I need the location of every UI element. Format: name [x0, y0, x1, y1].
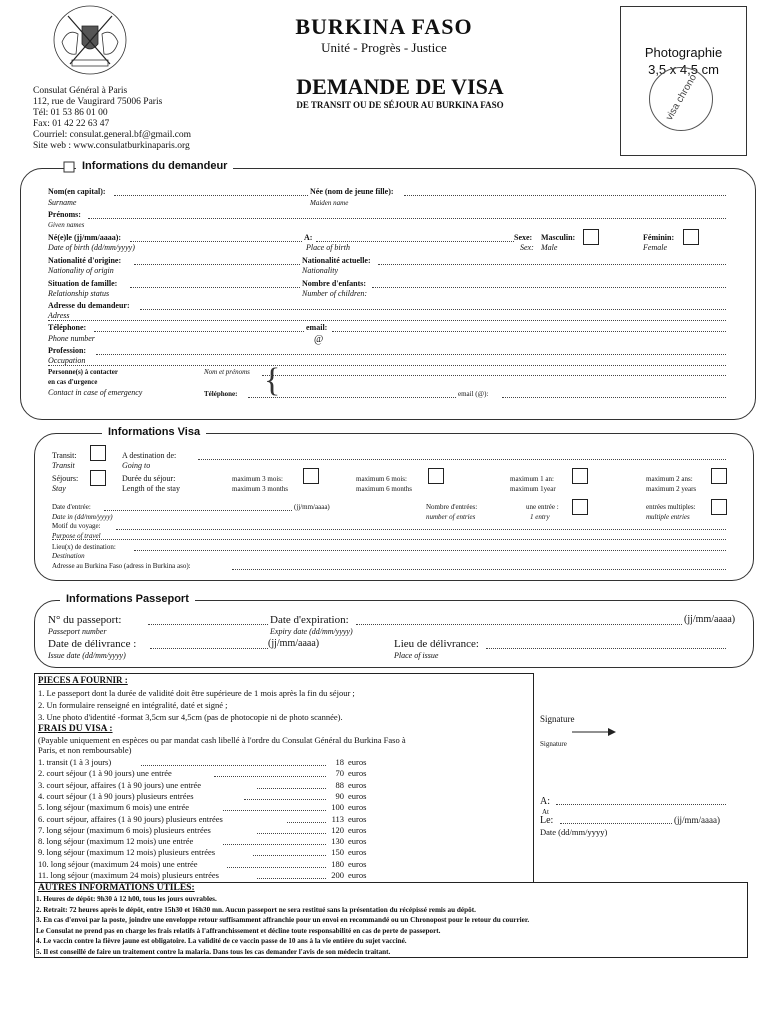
purpose-label: Motif du voyage: — [52, 522, 101, 530]
signature-date-format: (jj/mm/aaaa) — [674, 815, 720, 825]
stay-label-en: Stay — [52, 484, 66, 493]
one-entry-label: une entrée : — [526, 503, 559, 511]
fee-row-label: 3. court séjour, affaires (1 à 90 jours) une entrée — [38, 779, 202, 790]
transit-label: Transit: — [52, 451, 77, 460]
max6-label: maximum 6 mois: — [356, 475, 407, 483]
address-label-en: Adress — [48, 311, 70, 320]
phone-input[interactable] — [94, 331, 304, 332]
expiry-label-en: Expiry date (dd/mm/yyyy) — [270, 627, 353, 636]
entry-date-format: (jj/mm/aaaa) — [294, 503, 330, 511]
issue-place-label-en: Place of issue — [394, 651, 439, 660]
stay-checkbox[interactable] — [90, 470, 106, 486]
entry-date-input[interactable] — [104, 510, 292, 511]
fee-row-amount: 70 — [335, 768, 344, 779]
fee-row-amount: 113 — [331, 813, 344, 824]
fee-row-label: 8. long séjour (maximum 12 mois) une entrée — [38, 836, 194, 847]
issue-date-input[interactable] — [150, 648, 268, 649]
purpose-input[interactable] — [116, 529, 726, 530]
fee-row-amount: 18 — [335, 757, 344, 767]
email-label: email: — [306, 323, 328, 332]
multi-entry-label-en: multiple entries — [646, 513, 690, 521]
fee-row-label: 4. court séjour (1 à 90 jours) plusieurs entrées — [38, 790, 194, 801]
max2y-checkbox[interactable] — [711, 468, 727, 484]
fee-row-unit: euros — [348, 836, 367, 847]
phone-label: Téléphone: — [48, 323, 87, 332]
issue-place-input[interactable] — [486, 648, 726, 649]
dest-places-input[interactable] — [134, 550, 726, 551]
fee-row-unit: euros — [348, 768, 367, 779]
fee-row-leader — [227, 867, 326, 868]
consulate-site: Site web : www.consulatburkinaparis.org — [33, 141, 190, 151]
motto: Unité - Progrès - Justice — [321, 40, 447, 55]
children-label: Nombre d'enfants: — [302, 279, 367, 288]
fee-row-amount: 130 — [331, 836, 344, 847]
purpose-input-line2[interactable] — [52, 539, 726, 540]
male-checkbox[interactable] — [583, 229, 599, 245]
fee-row-leader — [257, 788, 326, 789]
passport-number-input[interactable] — [148, 624, 268, 625]
family-status-input[interactable] — [130, 287, 300, 288]
autres-title: AUTRES INFORMATIONS UTILES: — [38, 883, 195, 893]
fee-row-amount: 200 — [331, 870, 344, 880]
fee-row-leader — [223, 810, 326, 811]
origin-nationality-input[interactable] — [134, 264, 300, 265]
phone-label-en: Phone number — [48, 334, 95, 343]
photo-label: Photographie — [644, 45, 723, 60]
name-input[interactable] — [114, 195, 308, 196]
autres-item: 3. En cas d'envoi par la poste, joindre une enveloppe retour suffisamment affranchie pour un envoi en recommandé ou un Chronopost pour le retour du courrier. — [36, 916, 530, 925]
male-label: Masculin: — [541, 233, 576, 242]
country-title: BURKINA FASO — [295, 14, 473, 39]
visa-legend: Informations Visa — [102, 426, 206, 438]
fee-row-unit: euros — [348, 779, 367, 790]
max1y-label-en: maximum 1year — [510, 485, 556, 493]
transit-checkbox[interactable] — [90, 445, 106, 461]
consulate-fax: Fax: 01 42 22 63 47 — [33, 119, 110, 129]
passport-legend: Informations Passeport — [60, 593, 195, 605]
contact-label-1: Personne(s) à contacter — [48, 368, 118, 376]
female-label: Féminin: — [643, 233, 675, 242]
current-nationality-label: Nationalité actuelle: — [302, 256, 371, 265]
autres-item: 4. Le vaccin contre la fièvre jaune est obligatoire. La validité de ce vaccin passe de 10 ans à la vie entière du sujet vacciné. — [36, 937, 407, 946]
fee-row-label: 2. court séjour (1 à 90 jours) une entrée — [38, 768, 172, 779]
max1y-checkbox[interactable] — [572, 468, 588, 484]
visa-chrono-stamp — [649, 67, 713, 131]
stay-label: Séjours: — [52, 474, 79, 483]
contact-phone-label: Téléphone: — [204, 390, 238, 398]
max3-label-en: maximum 3 months — [232, 485, 288, 493]
pob-label: A: — [304, 233, 313, 242]
fee-row-label: 6. court séjour, affaires (1 à 90 jours) plusieurs entrées — [38, 813, 223, 824]
consulate-tel: Tél: 01 53 86 01 00 — [33, 108, 108, 118]
signature-place-input[interactable] — [556, 804, 726, 805]
female-label-en: Female — [643, 243, 667, 252]
pob-label-en: Place of birth — [306, 243, 350, 252]
contact-label-en: Contact in case of emergency — [48, 388, 143, 397]
fee-row-amount: 150 — [331, 847, 344, 858]
contact-email-label: email (@): — [458, 390, 489, 398]
fee-row-amount: 120 — [331, 824, 344, 835]
pieces-item: 3. Une photo d'identité -format 3,5cm sur 4,5cm (pas de photocopie ni de photo scannée). — [38, 712, 343, 722]
maiden-label: Née (nom de jeune fille): — [310, 187, 394, 196]
max6-checkbox[interactable] — [428, 468, 444, 484]
passport-number-label: N° du passeport: — [48, 614, 122, 626]
stamp-text: visa chrono — [664, 72, 700, 123]
entries-count-label: Nombre d'entrées: — [426, 503, 478, 511]
destination-label: A destination de: — [122, 451, 177, 460]
fee-row-label: 11. long séjour (maximum 24 mois) plusieurs entrées — [38, 870, 219, 880]
pieces-item: 1. Le passeport dont la durée de validité doit être supérieure de 1 mois après la fin du séjour ; — [38, 688, 355, 698]
issue-place-label: Lieu de délivrance: — [394, 638, 479, 650]
fee-row-label: 1. transit (1 à 3 jours) — [38, 757, 112, 767]
bf-address-label: Adresse au Burkina Faso (adress in Burkina aso): — [52, 562, 191, 570]
contact-label-2: en cas d'urgence — [48, 378, 98, 386]
contact-phone-input[interactable] — [248, 397, 456, 398]
fee-row-label: 5. long séjour (maximum 6 mois) une entrée — [38, 802, 190, 813]
fee-row-leader — [141, 765, 326, 766]
signature-date-label-en: Date (dd/mm/yyyy) — [540, 827, 608, 837]
fee-row-unit: euros — [348, 847, 367, 858]
current-nationality-label-en: Nationality — [302, 266, 338, 275]
issue-date-format: (jj/mm/aaaa) — [268, 638, 320, 649]
family-status-label: Situation de famille: — [48, 279, 118, 288]
expiry-input[interactable] — [356, 624, 682, 625]
contact-email-input[interactable] — [502, 397, 726, 398]
multi-entry-checkbox[interactable] — [711, 499, 727, 515]
dest-places-label-en: Destination — [52, 552, 85, 560]
fee-row-amount: 88 — [335, 779, 344, 790]
signature-place-label: A: — [540, 796, 550, 807]
fee-row-leader — [257, 878, 326, 879]
address-input[interactable] — [140, 309, 726, 310]
frais-note: (Payable uniquement en espèces ou par mandat cash libellé à l'ordre du Consulat Général du Burkina Faso à — [38, 735, 406, 745]
sex-label-en: Sex: — [520, 243, 534, 252]
max3-checkbox[interactable] — [303, 468, 319, 484]
applicant-legend: Informations du demandeur — [76, 160, 233, 172]
multi-entry-label: entrées multiples: — [646, 503, 696, 511]
signature-date-label: Le: — [540, 815, 554, 826]
destination-input[interactable] — [198, 459, 726, 460]
male-label-en: Male — [541, 243, 558, 252]
entry-date-label: Date d'entrée: — [52, 503, 91, 511]
signature-place-label-en: At — [542, 808, 549, 816]
fee-row-label: 10. long séjour (maximum 24 mois) une entrée — [38, 858, 198, 869]
family-status-label-en: Relationship status — [48, 289, 110, 298]
passport-number-label-en: Passeport number — [48, 627, 107, 636]
duration-label-en: Length of the stay — [122, 484, 180, 493]
max3-label: maximum 3 mois: — [232, 475, 283, 483]
maiden-input[interactable] — [404, 195, 726, 196]
applicant-section — [20, 168, 756, 420]
fee-row-leader — [253, 855, 326, 856]
signature-date-input[interactable] — [560, 823, 672, 824]
fee-row-unit: euros — [348, 858, 367, 869]
fee-row-leader — [214, 776, 326, 777]
issue-date-label-en: Issue date (dd/mm/yyyy) — [48, 651, 126, 660]
children-label-en: Number of children: — [302, 289, 368, 298]
consulate-info — [33, 86, 191, 152]
pob-input[interactable] — [316, 241, 514, 242]
current-nationality-input[interactable] — [378, 264, 726, 265]
destination-label-en: Going to — [122, 461, 151, 470]
fee-row-leader — [257, 833, 326, 834]
entry-date-label-en: Date in (dd/mm/yyyy) — [52, 513, 113, 521]
dob-label-en: Date of birth (dd/mm/yyyy) — [48, 243, 135, 252]
female-checkbox[interactable] — [683, 229, 699, 245]
autres-item: 5. Il est conseillé de faire un traitement contre la malaria. Dans tous les cas demander l'avis de son médecin traitant. — [36, 948, 391, 956]
first-name-label: Prénoms: — [48, 210, 81, 219]
max2y-label: maximum 2 ans: — [646, 475, 693, 483]
signature-label-en: Signature — [540, 740, 567, 748]
consulate-name: Consulat Général à Paris — [33, 86, 128, 96]
consulate-email: Courriel: consulat.general.bf@gmail.com — [33, 130, 192, 140]
contact-name-label: Nom et prénoms — [204, 368, 250, 376]
frais-title: FRAIS DU VISA : — [38, 724, 113, 734]
fee-row-leader — [287, 822, 326, 823]
page-subtitle: DE TRANSIT OU DE SÉJOUR AU BURKINA FASO — [296, 100, 504, 110]
photo-box[interactable] — [620, 6, 747, 156]
issue-date-label: Date de délivrance : — [48, 638, 137, 650]
first-name-label-en: Given names — [48, 221, 85, 229]
maiden-label-en: Maiden name — [310, 199, 349, 207]
fee-row-unit: euros — [348, 790, 367, 801]
autres-item: Le Consulat ne prend pas en charge les frais relatifs à l'affranchissement et décline toute responsabilité en cas de perte de passeport. — [36, 926, 441, 935]
fee-row-unit: euros — [348, 757, 367, 767]
fee-row-leader — [244, 799, 326, 800]
dob-label: Né(e)le (jj/mm/aaaa): — [48, 233, 122, 242]
email-input[interactable] — [332, 331, 726, 332]
children-input[interactable] — [372, 287, 726, 288]
name-label-en: Surname — [48, 198, 77, 207]
fee-row-unit: euros — [348, 813, 367, 824]
purpose-label-en: Purpose of travel — [52, 532, 101, 540]
one-entry-label-en: 1 entry — [530, 513, 550, 521]
fee-row-unit: euros — [348, 824, 367, 835]
origin-nationality-label: Nationalité d'origine: — [48, 256, 122, 265]
consulate-address: 112, rue de Vaugirard 75006 Paris — [33, 97, 163, 107]
frais-note: Paris, et non remboursable) — [38, 745, 132, 755]
contact-name-input[interactable] — [262, 375, 726, 376]
entries-count-label-en: number of entries — [426, 513, 476, 521]
pieces-title: PIECES A FOURNIR : — [38, 675, 128, 685]
email-at: @ — [314, 334, 324, 345]
signature-label: Signature — [540, 714, 575, 724]
fee-row-amount: 90 — [335, 790, 344, 801]
expiry-label: Date d'expiration: — [270, 614, 349, 626]
duration-label: Durée du séjour: — [122, 474, 176, 483]
origin-nationality-label-en: Nationality of origin — [48, 266, 114, 275]
profession-input[interactable] — [96, 354, 726, 355]
autres-item: 2. Retrait: 72 heures après le dépôt, entre 15h30 et 16h30 mn. Aucun passeport ne sera restitué sans la présentation du récépissé remis au dépôt. — [36, 905, 476, 914]
max2y-label-en: maximum 2 years — [646, 485, 697, 493]
address-input-line2[interactable] — [48, 320, 726, 321]
fee-row-label: 9. long séjour (maximum 12 mois) plusieurs entrées — [38, 847, 216, 858]
fee-row-label: 7. long séjour (maximum 6 mois) plusieurs entrées — [38, 824, 211, 835]
name-label: Nom(en capital): — [48, 187, 106, 196]
fee-row-leader — [223, 844, 326, 845]
profession-label-en: Occupation — [48, 356, 86, 365]
fee-row-unit: euros — [348, 802, 367, 813]
first-name-input[interactable] — [88, 218, 726, 219]
max6-label-en: maximum 6 months — [356, 485, 412, 493]
address-label: Adresse du demandeur: — [48, 301, 130, 310]
sex-label: Sexe: — [514, 233, 533, 242]
expiry-format: (jj/mm/aaaa) — [684, 614, 736, 625]
arrow-right-icon — [572, 727, 616, 737]
transit-label-en: Transit — [52, 461, 75, 470]
fee-row-unit: euros — [348, 870, 367, 880]
fee-row-amount: 180 — [331, 858, 344, 869]
profession-input-line2[interactable] — [48, 365, 726, 366]
page-title: DEMANDE DE VISA — [296, 74, 504, 99]
checkbox-icon — [62, 160, 76, 174]
autres-item: 1. Heures de dépôt: 9h30 à 12 h00, tous les jours ouvrables. — [36, 895, 217, 903]
photo-size: 3,5 x 4,5 cm — [648, 62, 719, 77]
fee-row-amount: 100 — [331, 802, 344, 813]
brace-icon: { — [264, 362, 281, 399]
max1y-label: maximum 1 an: — [510, 475, 554, 483]
dest-places-label: Lieu(x) de destination: — [52, 543, 116, 551]
one-entry-checkbox[interactable] — [572, 499, 588, 515]
bf-address-input[interactable] — [232, 569, 726, 570]
pieces-item: 2. Un formulaire renseigné en intégralité, daté et signé ; — [38, 700, 228, 710]
profession-label: Profession: — [48, 346, 87, 355]
dob-input[interactable] — [130, 241, 302, 242]
